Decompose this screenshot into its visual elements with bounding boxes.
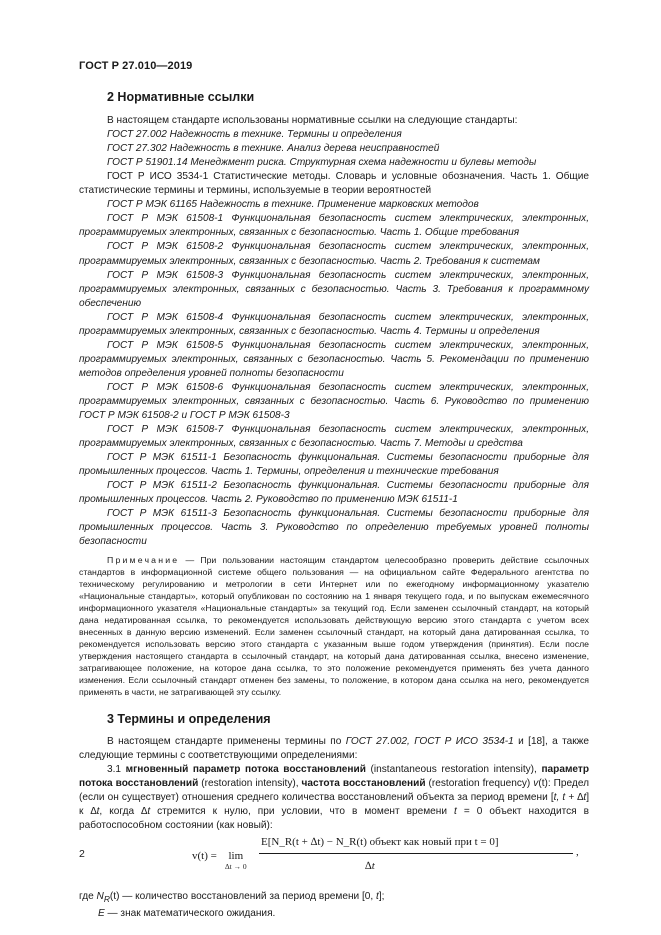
term-synonym: частота восстановлений bbox=[301, 778, 426, 790]
term-synonym: параметр потока восстановлений bbox=[79, 764, 589, 790]
fraction-bar bbox=[259, 853, 573, 854]
formula-restoration-intensity bbox=[79, 835, 589, 887]
term-3-1: 3.1 мгновенный параметр потока восстановлений (instantaneous restoration intensity), параметр потока восстановлений (restoration intensity), частота восстановлений (restoration frequency) v(t): Предел (если он существует) отношения среднего количества восстановлений объекта за период времени [t, t + ∆t] к ∆t, когда ∆t стремится к нулю, при условии, что в момент времени t = 0 объект находится в работоспособном состоянии (как новый): bbox=[79, 764, 589, 832]
reference-item: ГОСТ Р 51901.14 Менеджмент риска. Структурная схема надежности и булевы методы bbox=[107, 157, 537, 169]
reference-item: ГОСТ 27.002 Надежность в технике. Термины и определения bbox=[107, 129, 402, 141]
reference-item: ГОСТ Р МЭК 61511-1 Безопасность функциональная. Системы безопасности приборные для промышленных процессов. Часть 1. Термины, определения и технические требования bbox=[79, 452, 589, 478]
where-clause: где $N_R(t)$ — количество восстановлений за период времени [0, t]; bbox=[79, 891, 385, 905]
section-2-title: 2 Нормативные ссылки bbox=[107, 90, 255, 104]
reference-item: ГОСТ Р ИСО 3534-1 Статистические методы. Словарь и условные обозначения. Часть 1. Общие статистические термины и термины, используемые в теории вероятностей bbox=[79, 171, 589, 197]
reference-item: ГОСТ Р МЭК 61508-3 Функциональная безопасность систем электрических, электронных, программируемых электронных, связанных с безопасностью. Часть 3. Требования к программному обеспечению bbox=[79, 269, 589, 309]
section-3-title: 3 Термины и определения bbox=[107, 712, 271, 727]
formula-lhs: v(t) = bbox=[192, 850, 217, 863]
formula-trail: , bbox=[576, 846, 579, 859]
reference-item: ГОСТ Р МЭК 61508-5 Функциональная безопасность систем электрических, электронных, программируемых электронных, связанных с безопасностью. Часть 5. Рекомендации по применению методов определения уровней полноты безопасности bbox=[79, 339, 589, 379]
formula-denominator: ∆t bbox=[365, 860, 375, 873]
page-number: 2 bbox=[79, 848, 85, 860]
note-paragraph bbox=[79, 554, 589, 699]
reference-item: ГОСТ Р МЭК 61508-2 Функциональная безопасность систем электрических, электронных, программируемых электронных, связанных с безопасностью. Часть 2. Требования к системам bbox=[79, 241, 589, 267]
reference-item: ГОСТ Р МЭК 61165 Надежность в технике. Применение марковских методов bbox=[107, 199, 479, 211]
note-text: — При пользовании настоящим стандартом целесообразно проверить действие ссылочных стандартов в информационной системе общего пользования — на официальном сайте Федерального агентства по техническому регулированию и метрологии в сети Интернет или по ежегодному информационному указателю «Национальные стандарты», который опубликован по состоянию на 1 января текущего года, и по выпускам ежемесячного информационного указателя «Национальные стандарты» за текущий год. Если заменен ссылочный стандарт, на который дана недатированная ссылка, то рекомендуется использовать действующую версию этого стандарта с учетом всех внесенных в данную версию изменений. Если заменен ссылочный стандарт, на который дана датированная ссылка, то рекомендуется использовать версию этого стандарта с указанным выше годом утверждения (принятия). Если после утверждения настоящего стандарта в ссылочный стандарт, на который дана датированная ссылка, внесено изменение, затрагивающее положение, на которое дана ссылка, то это положение рекомендуется применять без учета данного изменения. Если ссылочный стандарт отменен без замены, то положение, в котором дана ссылка на него, рекомендуется применять в части, не затрагивающей эту ссылку. bbox=[79, 554, 589, 698]
note-label: Примечание bbox=[107, 554, 180, 565]
reference-item: ГОСТ 27.302 Надежность в технике. Анализ дерева неисправностей bbox=[107, 143, 440, 155]
formula-numerator: E[N_R(t + ∆t) − N_R(t) объект как новый при t = 0] bbox=[261, 836, 499, 849]
reference-item: ГОСТ Р МЭК 61508-7 Функциональная безопасность систем электрических, электронных, программируемых электронных, связанных с безопасностью. Часть 7. Методы и средства bbox=[79, 424, 589, 450]
document-content bbox=[79, 90, 589, 921]
section-2-intro: В настоящем стандарте использованы нормативные ссылки на следующие стандарты: bbox=[107, 115, 518, 127]
reference-item: ГОСТ Р МЭК 61511-3 Безопасность функциональная. Системы безопасности приборные для промышленных процессов. Часть 3. Руководство по определению требуемых уровней полноты безопасности bbox=[79, 508, 589, 548]
formula-limit: lim ∆t → 0 bbox=[225, 850, 247, 872]
document-id: ГОСТ Р 27.010—2019 bbox=[79, 60, 193, 72]
expectation-clause: E — знак математического ожидания. bbox=[98, 907, 276, 919]
reference-item: ГОСТ Р МЭК 61511-2 Безопасность функциональная. Системы безопасности приборные для промышленных процессов. Часть 2. Руководство по применению МЭК 61511-1 bbox=[79, 480, 589, 506]
term-name: мгновенный параметр потока восстановлений bbox=[125, 764, 366, 776]
reference-list bbox=[79, 128, 589, 549]
section-3-intro: В настоящем стандарте применены термины по ГОСТ 27.002, ГОСТ Р ИСО 3534-1 и [18], а также следующие термины с соответствующими определениями: bbox=[79, 736, 589, 762]
reference-item: ГОСТ Р МЭК 61508-4 Функциональная безопасность систем электрических, электронных, программируемых электронных, связанных с безопасностью. Часть 4. Термины и определения bbox=[79, 311, 589, 337]
reference-item: ГОСТ Р МЭК 61508-6 Функциональная безопасность систем электрических, электронных, программируемых электронных, связанных с безопасностью. Часть 6. Руководство по применению ГОСТ Р МЭК 61508-2 и ГОСТ Р МЭК 61508-3 bbox=[79, 381, 589, 422]
reference-item: ГОСТ Р МЭК 61508-1 Функциональная безопасность систем электрических, электронных, программируемых электронных, связанных с безопасностью. Часть 1. Общие требования bbox=[79, 213, 589, 239]
